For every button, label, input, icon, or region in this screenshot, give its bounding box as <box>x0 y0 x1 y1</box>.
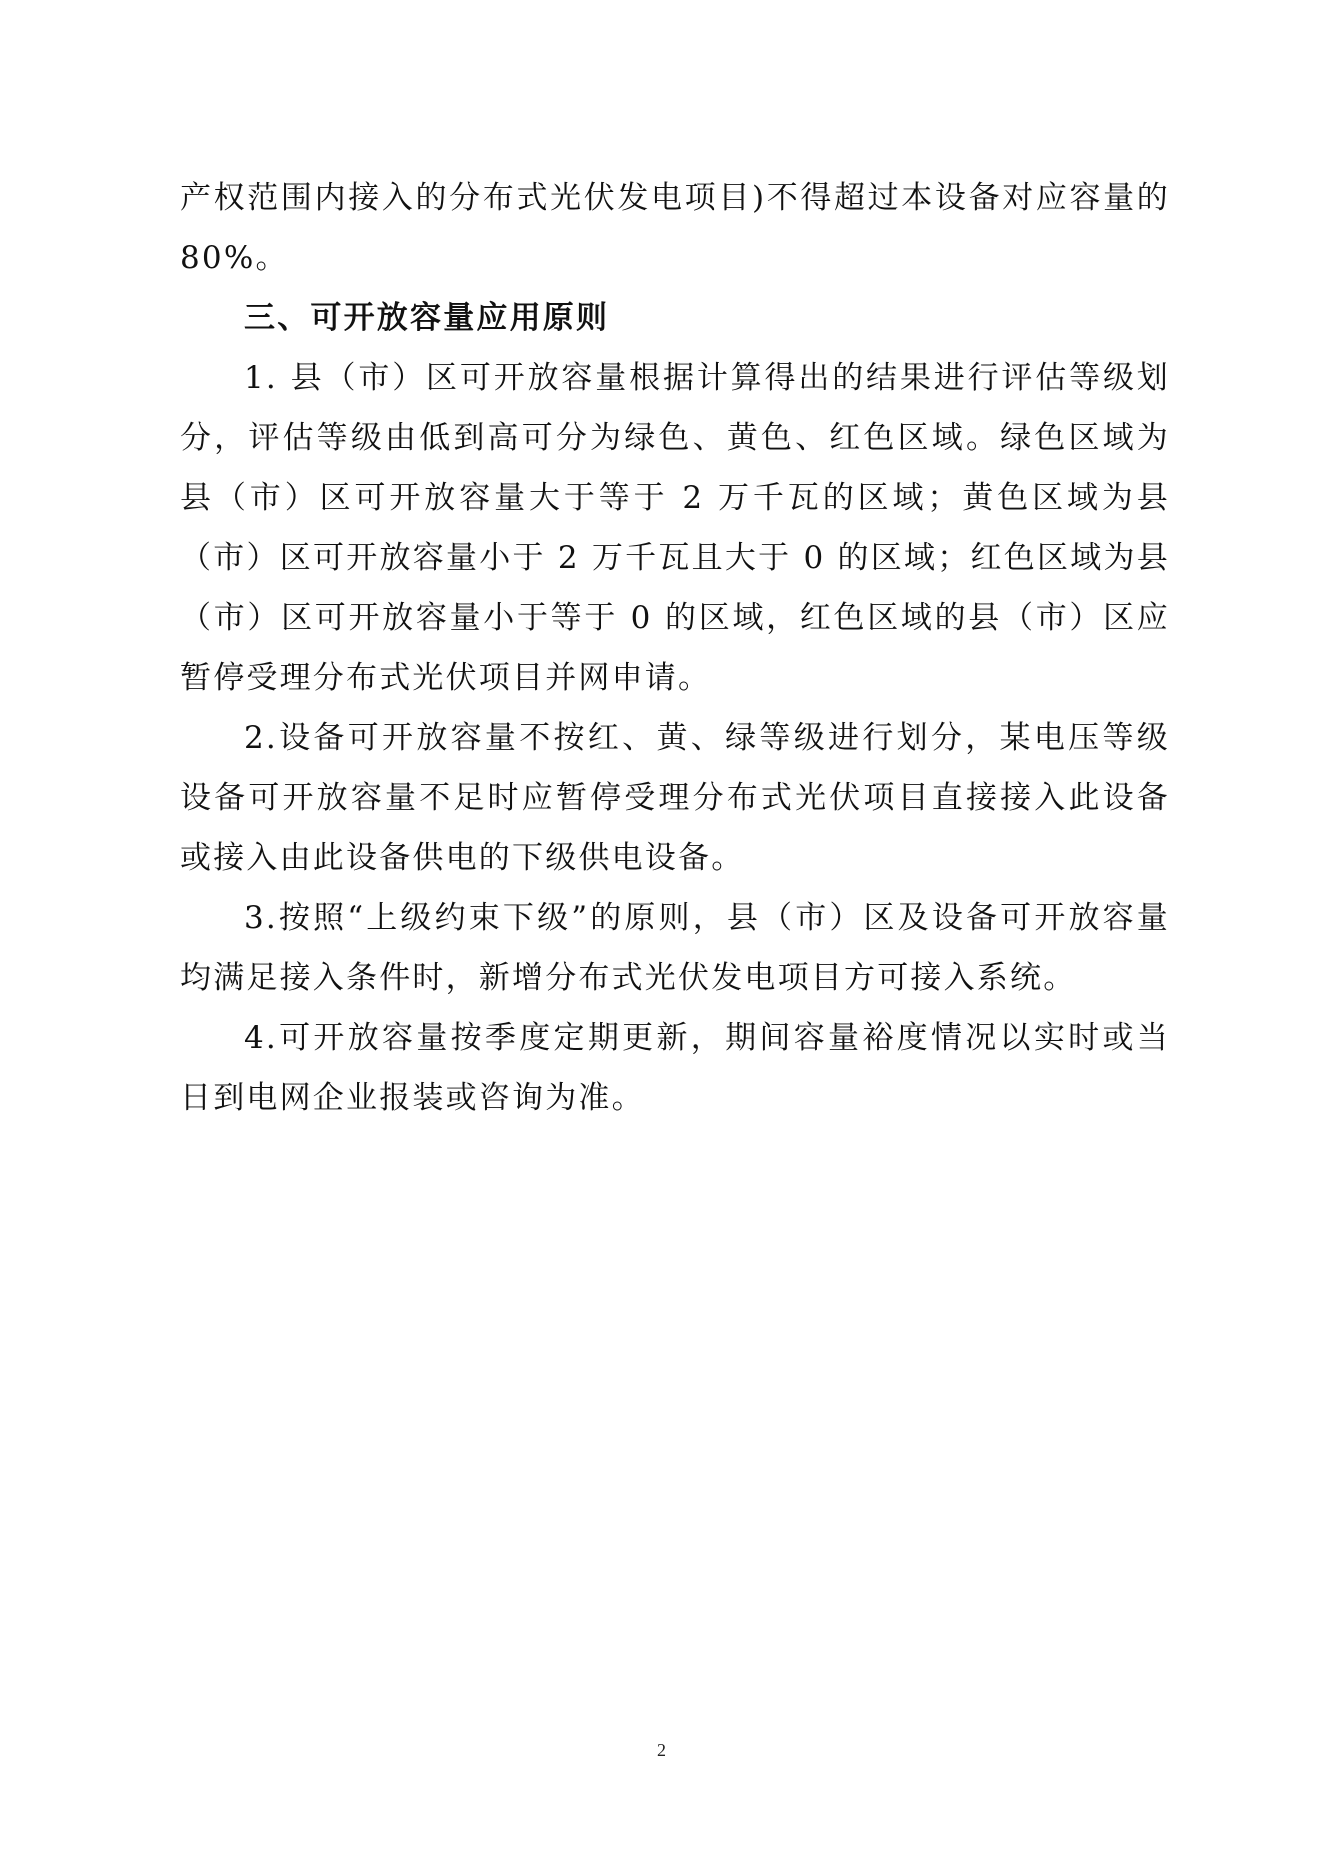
paragraph-item-2: 2.设备可开放容量不按红、黄、绿等级进行划分，某电压等级设备可开放容量不足时应暂停受理分布式光伏项目直接接入此设备或接入由此设备供电的下级供电设备。 <box>180 720 1170 876</box>
paragraph-continuation: 产权范围内接入的分布式光伏发电项目)不得超过本设备对应容量的 80%。 <box>180 180 1170 276</box>
paragraph-item-4: 4.可开放容量按季度定期更新，期间容量裕度情况以实时或当日到电网企业报装或咨询为准。 <box>180 1020 1170 1116</box>
document-body <box>180 168 1170 1128</box>
section-heading: 三、可开放容量应用原则 <box>244 300 610 336</box>
paragraph-item-1: 1. 县（市）区可开放容量根据计算得出的结果进行评估等级划分，评估等级由低到高可分为绿色、黄色、红色区域。绿色区域为县（市）区可开放容量大于等于 2 万千瓦的区域；黄色区域为县（市）区可开放容量小于 2 万千瓦且大于 0 的区域；红色区域为县（市）区可开放容量小于等于 0 的区域，红色区域的县（市）区应暂停受理分布式光伏项目并网申请。 <box>180 360 1170 696</box>
page-number: 2 <box>657 1740 666 1760</box>
paragraph-item-3: 3.按照“上级约束下级”的原则，县（市）区及设备可开放容量均满足接入条件时，新增分布式光伏发电项目方可接入系统。 <box>180 900 1170 996</box>
